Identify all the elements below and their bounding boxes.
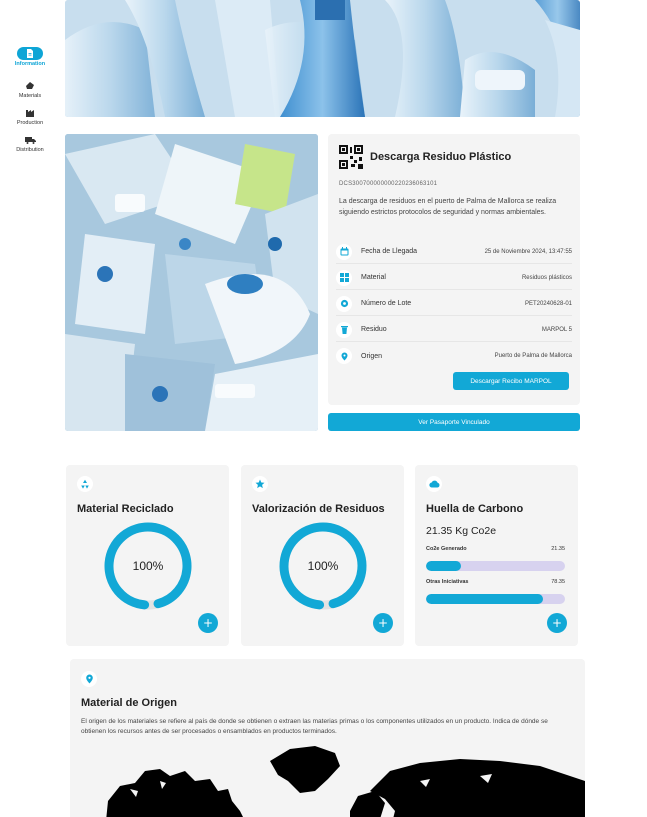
carbon-total-value: 21.35 Kg Co2e — [426, 525, 497, 537]
plastic-waste-pile-image — [65, 134, 318, 431]
detail-label: Fecha de Llegada — [361, 248, 418, 255]
grid-icon — [336, 270, 352, 286]
qr-code-icon[interactable] — [339, 145, 363, 169]
sidebar-item-label: Materials — [18, 93, 42, 99]
card-title: Material Reciclado — [77, 503, 174, 515]
sidebar-item-production[interactable] — [0, 106, 60, 126]
sidebar-item-materials[interactable] — [0, 79, 60, 99]
waste-valorization-card — [241, 465, 404, 646]
valorization-progress-ring — [278, 521, 368, 611]
detail-row-lot-number — [336, 292, 572, 316]
sidebar — [0, 0, 60, 817]
detail-label: Origen — [361, 352, 383, 360]
card-title: Material de Origen — [81, 697, 177, 709]
detail-label: Número de Lote — [361, 300, 412, 307]
material-origin-card — [70, 659, 585, 817]
other-initiatives-progress-bar — [426, 594, 565, 604]
detail-row-material — [336, 266, 572, 290]
detail-row-waste — [336, 318, 572, 342]
carbon-expand-button[interactable]: + — [547, 613, 567, 633]
recycled-expand-button[interactable]: + — [198, 613, 218, 633]
calendar-icon — [336, 244, 352, 260]
card-description: La descarga de residuos en el puerto de Palma de Mallorca se realiza siguiendo estrictos protocolos de seguridad y normas ambientales. — [339, 198, 557, 216]
document-icon — [17, 47, 43, 60]
world-map — [100, 741, 585, 817]
other-initiatives-bar-fill — [426, 594, 543, 604]
sidebar-item-distribution[interactable] — [0, 133, 60, 153]
factory-icon — [17, 106, 43, 119]
truck-icon — [17, 133, 43, 146]
card-title: Valorización de Residuos — [252, 503, 385, 515]
materials-icon — [17, 79, 43, 92]
valorization-percent-label: 100% — [307, 559, 339, 573]
download-marpol-receipt-button[interactable]: Descargar Recibo MARPOL — [453, 372, 569, 390]
sidebar-item-information[interactable] — [0, 47, 60, 67]
bar-value-co2e-generated: 21.35 — [551, 546, 565, 552]
waste-discharge-card — [328, 134, 580, 405]
detail-label: Residuo — [361, 326, 387, 333]
detail-row-arrival-date — [336, 240, 572, 264]
detail-value: Residuos plásticos — [521, 274, 572, 281]
detail-value: Puerto de Palma de Mallorca — [494, 353, 572, 359]
sidebar-item-label: Production — [16, 120, 44, 126]
co2e-generated-bar-fill — [426, 561, 461, 571]
bar-label-other-initiatives: Otras Iniciativas — [426, 579, 469, 585]
document-id: DCS300700000000220236063101 — [339, 181, 438, 187]
sidebar-item-label: Information — [14, 61, 46, 67]
valorization-expand-button[interactable]: + — [373, 613, 393, 633]
bar-value-other-initiatives: 78.35 — [551, 579, 565, 585]
hero-bottles-image — [65, 0, 580, 117]
detail-row-origin — [336, 344, 572, 368]
carbon-footprint-card — [415, 465, 578, 646]
location-pin-icon — [81, 671, 97, 687]
gear-icon — [336, 296, 352, 312]
bar-label-co2e-generated: Co2e Generado — [426, 546, 467, 552]
co2e-generated-progress-bar — [426, 561, 565, 571]
view-linked-passport-button[interactable]: Ver Pasaporte Vinculado — [328, 413, 580, 431]
card-title: Descarga Residuo Plástico — [370, 151, 512, 163]
detail-value: PET20240628-01 — [524, 300, 572, 307]
card-title: Huella de Carbono — [426, 503, 524, 515]
origin-description: El origen de los materiales se refiere al país de donde se obtienen o extraen las materias primas o los componentes utilizados en un producto. Indica de dónde se obtienen los recursos antes de ser procesados o ensamblados en productos terminados. — [81, 718, 548, 735]
recycle-icon — [77, 476, 93, 492]
recycled-material-card — [66, 465, 229, 646]
cloud-icon — [426, 476, 442, 492]
detail-value: MARPOL 5 — [541, 326, 572, 333]
detail-value: 25 de Noviembre 2024, 13:47:55 — [484, 248, 572, 255]
star-icon — [252, 476, 268, 492]
sidebar-item-label: Distribution — [16, 147, 44, 153]
recycled-percent-label: 100% — [132, 559, 164, 573]
recycled-progress-ring — [103, 521, 193, 611]
trash-icon — [336, 322, 352, 338]
location-pin-icon — [336, 348, 352, 364]
detail-label: Material — [361, 274, 386, 281]
